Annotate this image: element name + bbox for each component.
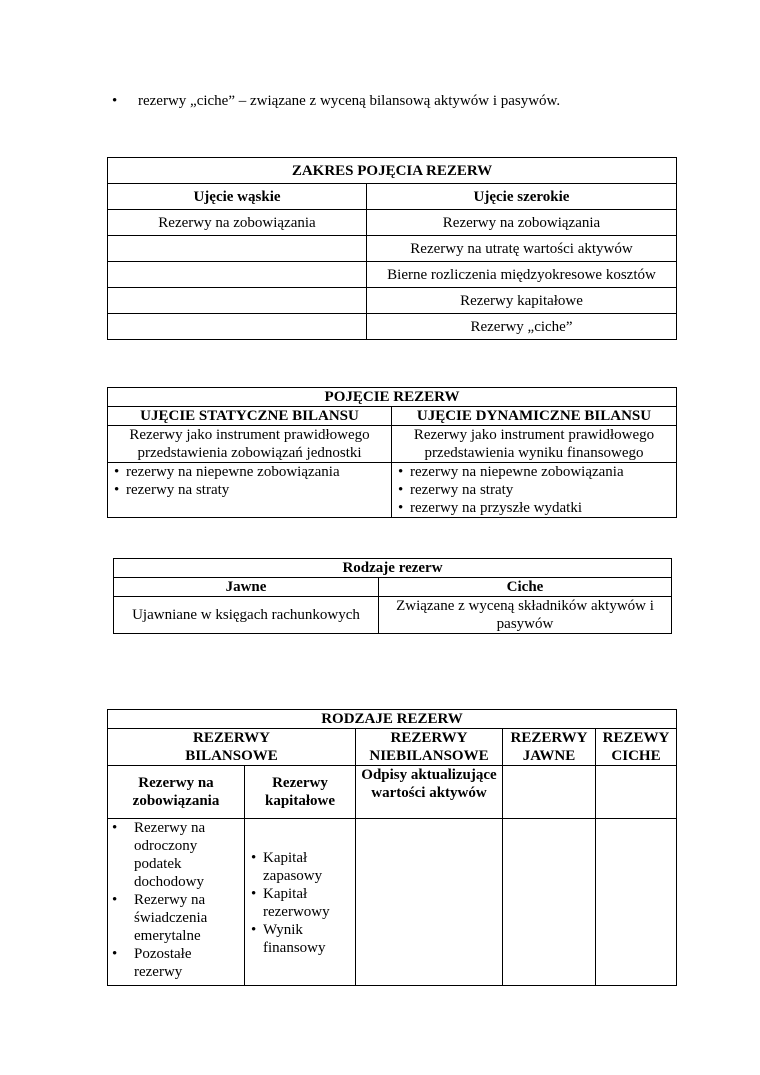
column-header: REZERWY BILANSOWE	[108, 729, 356, 766]
table-cell: Związane z wyceną składników aktywów i pasywów	[379, 597, 672, 634]
column-header: REZERWY JAWNE	[503, 729, 596, 766]
empty-cell	[108, 288, 367, 314]
empty-cell	[596, 819, 677, 986]
table-title: RODZAJE REZERW	[108, 710, 677, 729]
list-item: • Kapitał rezerwowy	[249, 885, 351, 921]
table-cell: Rezerwy na utratę wartości aktywów	[367, 236, 677, 262]
table-title: ZAKRES POJĘCIA REZERW	[108, 158, 677, 184]
empty-cell	[108, 236, 367, 262]
column-header: UJĘCIE STATYCZNE BILANSU	[108, 407, 392, 426]
table-cell: Rezerwy na zobowiązania	[367, 210, 677, 236]
reserve-kinds-table	[107, 709, 677, 986]
list-item: • rezerwy na przyszłe wydatki	[396, 499, 672, 517]
list-item: • rezerwy na straty	[112, 481, 387, 499]
table-cell: Ujawniane w księgach rachunkowych	[114, 597, 379, 634]
subheader: Rezerwy kapitałowe	[245, 766, 356, 819]
intro-text: rezerwy „ciche” – związane z wyceną bilansową aktywów i pasywów.	[138, 93, 561, 109]
bullet-list	[249, 849, 351, 957]
column-header: REZEWY CICHE	[596, 729, 677, 766]
list-item: • Rezerwy na odroczony podatek dochodowy	[108, 819, 240, 891]
bullet-list	[108, 819, 240, 981]
column-header: REZERWY NIEBILANSOWE	[356, 729, 503, 766]
bullet-list	[112, 463, 387, 499]
bullet-list	[396, 463, 672, 517]
list-item: • rezerwy na straty	[396, 481, 672, 499]
reserve-scope-table	[107, 157, 677, 340]
column-header: Ujęcie szerokie	[367, 184, 677, 210]
empty-cell	[108, 314, 367, 340]
table-cell	[108, 463, 392, 518]
empty-cell	[356, 819, 503, 986]
reserve-types-table	[113, 558, 672, 634]
table-cell: Rezerwy „ciche”	[367, 314, 677, 340]
table-cell	[108, 819, 245, 986]
list-item: • Rezerwy na świadczenia emerytalne	[108, 891, 240, 945]
table-cell	[245, 819, 356, 986]
empty-cell	[503, 766, 596, 819]
bullet-icon: •	[112, 93, 118, 109]
empty-cell	[596, 766, 677, 819]
list-item: • Pozostałe rezerwy	[108, 945, 240, 981]
table-title: POJĘCIE REZERW	[108, 388, 677, 407]
table-cell	[392, 463, 677, 518]
table-cell: Rezerwy jako instrument prawidłowego przedstawienia wyniku finansowego	[392, 426, 677, 463]
reserve-concept-table	[107, 387, 677, 518]
column-header: Ujęcie wąskie	[108, 184, 367, 210]
table-title: Rodzaje rezerw	[114, 559, 672, 578]
subheader: Odpisy aktualizujące wartości aktywów	[356, 766, 503, 819]
list-item: • rezerwy na niepewne zobowiązania	[112, 463, 387, 481]
subheader: Rezerwy na zobowiązania	[108, 766, 245, 819]
intro-bullet-line	[112, 92, 712, 110]
table-cell: Rezerwy na zobowiązania	[108, 210, 367, 236]
empty-cell	[503, 819, 596, 986]
list-item: • Kapitał zapasowy	[249, 849, 351, 885]
column-header: UJĘCIE DYNAMICZNE BILANSU	[392, 407, 677, 426]
list-item: • Wynik finansowy	[249, 921, 351, 957]
column-header: Jawne	[114, 578, 379, 597]
table-cell: Rezerwy jako instrument prawidłowego przedstawienia zobowiązań jednostki	[108, 426, 392, 463]
table-cell: Rezerwy kapitałowe	[367, 288, 677, 314]
list-item: • rezerwy na niepewne zobowiązania	[396, 463, 672, 481]
table-cell: Bierne rozliczenia międzyokresowe kosztów	[367, 262, 677, 288]
column-header: Ciche	[379, 578, 672, 597]
empty-cell	[108, 262, 367, 288]
